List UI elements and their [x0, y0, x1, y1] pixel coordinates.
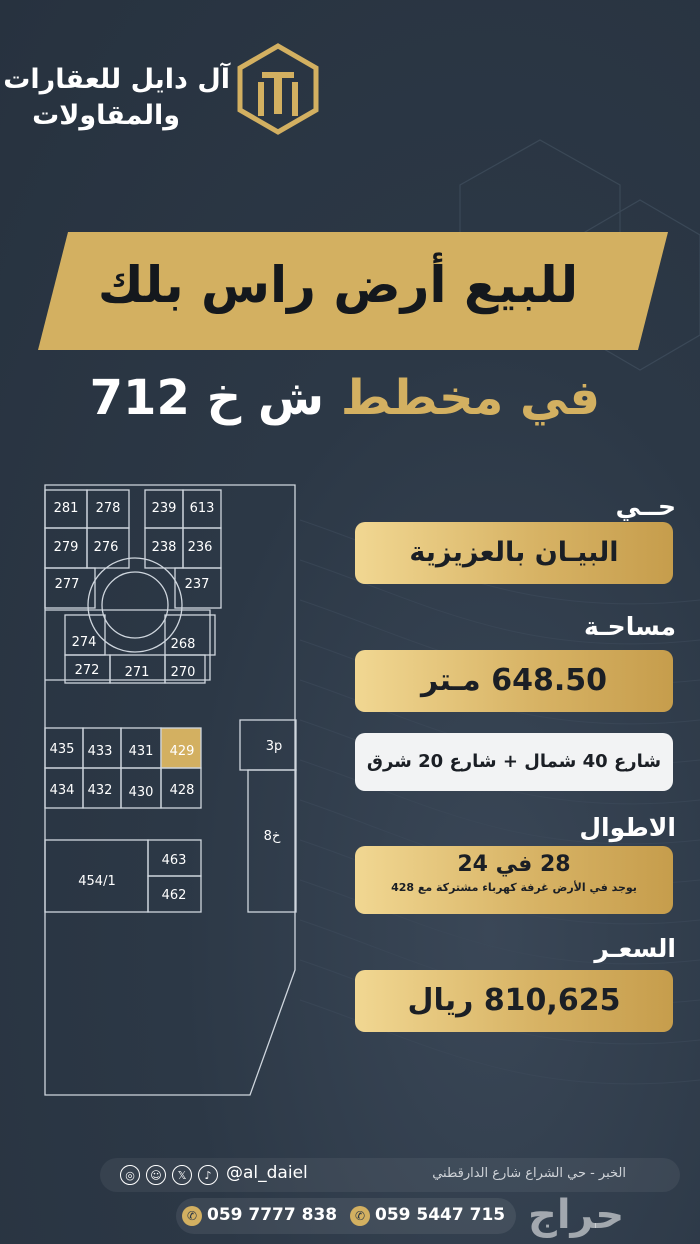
- lot-label: 3p: [265, 739, 283, 754]
- instagram-icon[interactable]: ◎: [120, 1165, 140, 1185]
- lot-label: 463: [161, 853, 187, 868]
- lot-label: 434: [49, 783, 75, 798]
- lot-label: 430: [128, 785, 154, 800]
- lot-label: 268: [170, 637, 196, 652]
- lot-label: 278: [95, 501, 121, 516]
- lot-label: 271: [124, 665, 150, 680]
- lot-label: 279: [53, 540, 79, 555]
- brand-name-line1: آل دايل للعقارات: [3, 64, 230, 95]
- dims-label: الاطوال: [579, 813, 676, 842]
- dims-note: يوجد في الأرض غرفة كهرباء مشتركة مع 428: [391, 881, 637, 894]
- lot-label: 238: [151, 540, 177, 555]
- lot-label: 428: [169, 783, 195, 798]
- area-label: مساحـة: [583, 612, 676, 641]
- lot-label: 281: [53, 501, 79, 516]
- phone-number-2[interactable]: 059 7777 838: [207, 1205, 338, 1225]
- price-pill: 810,625 ريال: [355, 970, 673, 1032]
- lot-label: 237: [184, 577, 210, 592]
- dims-pill: [355, 846, 673, 914]
- subtitle-gold: في مخطط: [340, 370, 600, 426]
- district-pill: البيـان بالعزيزية: [355, 522, 673, 584]
- land-plan: [40, 480, 315, 1100]
- lot-label: 462: [161, 888, 187, 903]
- price-label: السعـر: [594, 934, 676, 963]
- brand-name-line2: والمقاولات: [32, 100, 180, 131]
- social-handle[interactable]: @al_daiel: [226, 1163, 308, 1183]
- subtitle-white: ش خ 712: [89, 370, 325, 426]
- headline: للبيع أرض راس بلك: [97, 256, 579, 314]
- footer-address: الخبر - حي الشراع شارع الدارقطني: [432, 1166, 626, 1181]
- lot-label: 277: [54, 577, 80, 592]
- lot-label: 429: [169, 744, 195, 759]
- lot-label: 239: [151, 501, 177, 516]
- phone-icon: ✆: [182, 1206, 202, 1226]
- building-logo-icon: [236, 42, 320, 136]
- haraj-watermark: حراج: [528, 1192, 625, 1238]
- lot-label: 435: [49, 742, 75, 757]
- lot-label: 274: [71, 635, 97, 650]
- lot-label: 276: [93, 540, 119, 555]
- dims-value: 28 في 24: [457, 852, 571, 877]
- lot-label: 272: [74, 663, 100, 678]
- phone-icon: ✆: [350, 1206, 370, 1226]
- phone-number-1[interactable]: 059 5447 715: [375, 1205, 506, 1225]
- lot-label: 433: [87, 744, 113, 759]
- lot-label: 270: [170, 665, 196, 680]
- lot-label: 8خ: [263, 829, 281, 844]
- lot-label: 432: [87, 783, 113, 798]
- lot-label: 613: [189, 501, 215, 516]
- tiktok-icon[interactable]: ♪: [198, 1165, 218, 1185]
- lot-label: 454/1: [78, 874, 116, 889]
- lot-label: 431: [128, 744, 154, 759]
- streets-pill: شارع 40 شمال + شارع 20 شرق: [355, 733, 673, 791]
- subtitle: [89, 370, 600, 426]
- area-pill: 648.50 مـتر: [355, 650, 673, 712]
- x-icon[interactable]: 𝕏: [172, 1165, 192, 1185]
- lot-label: 236: [187, 540, 213, 555]
- snapchat-icon[interactable]: ☺: [146, 1165, 166, 1185]
- brand-logo: [0, 42, 700, 152]
- district-label: حــي: [615, 492, 676, 521]
